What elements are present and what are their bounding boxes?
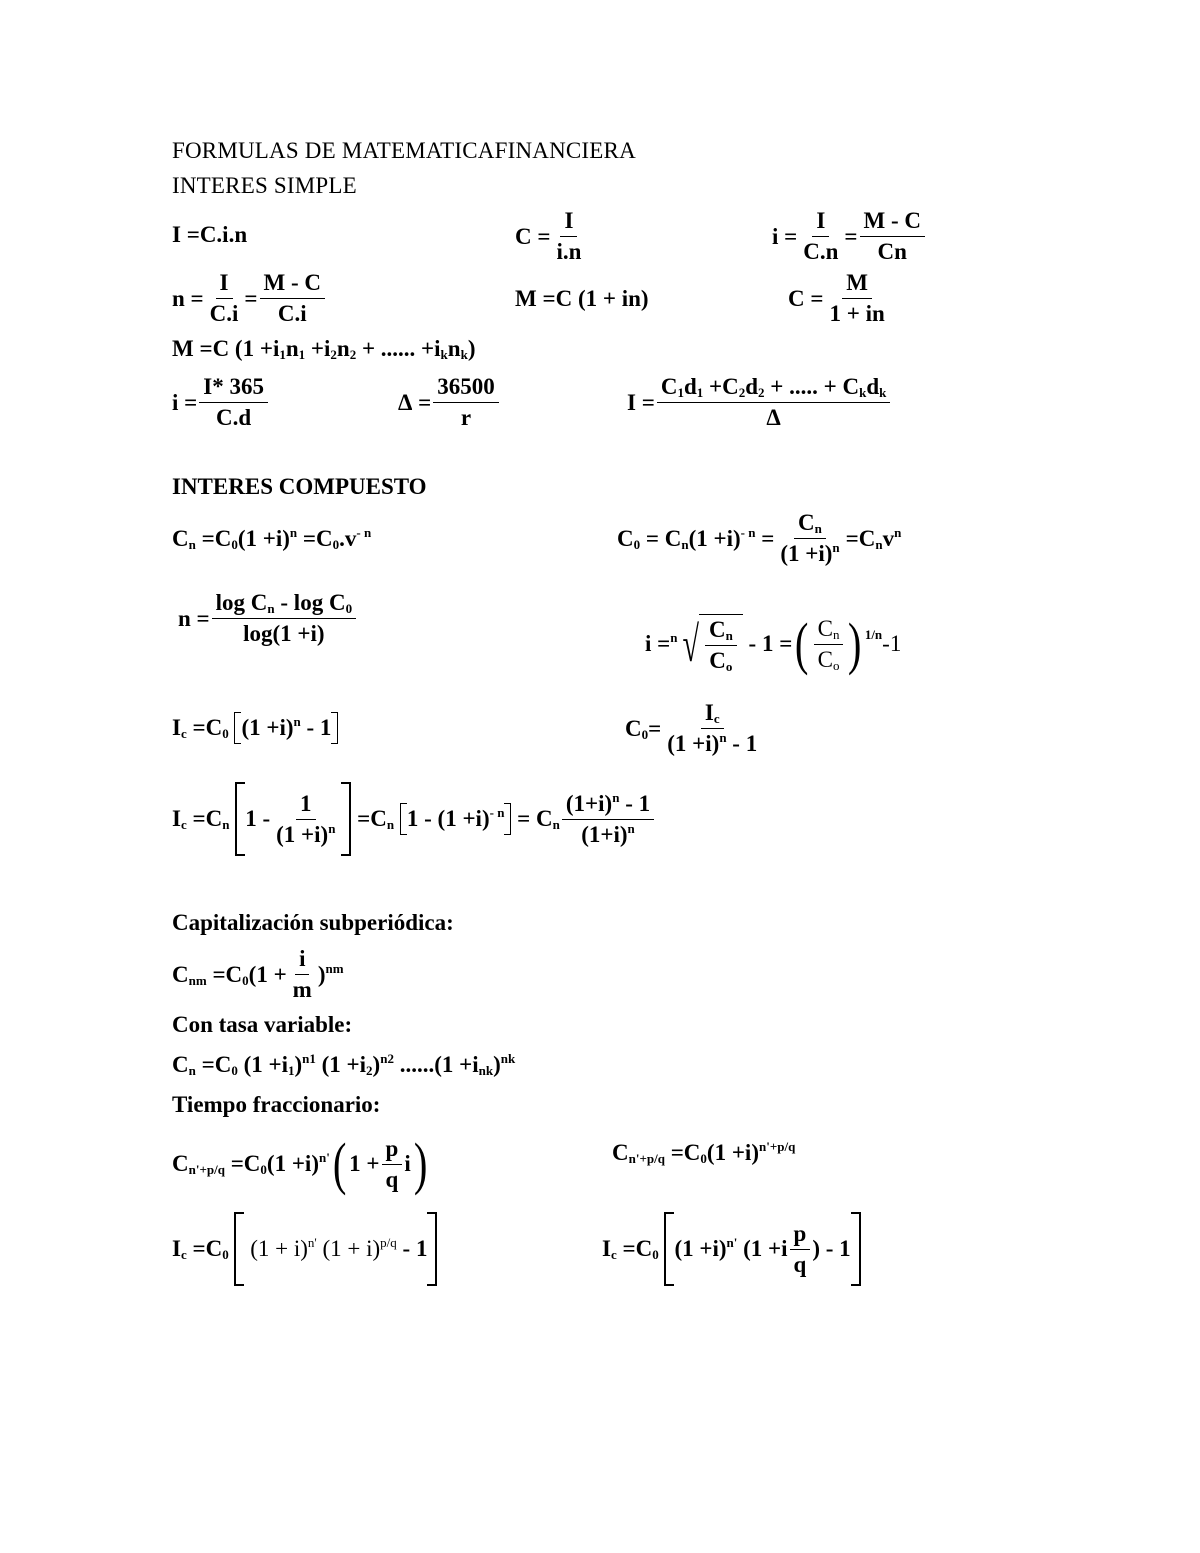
formula-fractional-rational: $C_{n'+p/q} =C_0(1 +i)^{n'}$ ( 1 + $\frac{p}{q}$ i ) <box>172 1131 428 1196</box>
formula-interest-sum: I = $\frac{C_1d_1 +C_2d_2 + ..... + C_kd_k}{\Delta}$ <box>627 374 892 431</box>
formula-present-value: $C_0 = C_n(1 +i)^{- n}$ = $\frac{C_n}{(1 +i)^n}$ $=C_nv^n$ <box>617 510 902 566</box>
formula-variable-rate: $C_n =C_0$ $(1 +i_1)^{n1}$ $(1 +i_2)^{n2}$ $......(1 +i_{nk})^{nk}$ <box>172 1051 516 1078</box>
formula-compound-amount: $C_n =C_0(1 +i)^n =C_0.v^{- n}$ <box>172 525 372 552</box>
formula-subperiodic: $C_{nm} =C_0(1$ + $\frac{i}{m}$ )$^{nm}$ <box>172 946 344 1002</box>
formula-amount-variable: M =C ($1 +i_1n_1 +i_2n_2$ + ...... $+i_kn_k$) <box>172 336 476 362</box>
formula-rate-root: i = n √ $\frac{C_n}{C_o}$ - 1 = ( $\frac{C_n}{C_o}$ ) $^{1/n}$ -1 <box>645 611 902 676</box>
formula-periods: n = $\frac{I}{C.i}$ = $\frac{M - C}{C.i}$ <box>172 270 327 327</box>
formula-divisor: Δ = $\frac{36500}{r}$ <box>398 374 501 431</box>
section-heading-tasa-variable: Con tasa variable: <box>172 1012 353 1037</box>
document-title: FORMULAS DE MATEMATICAFINANCIERA <box>172 138 636 163</box>
formula-interest: I = C.i.n <box>172 222 248 247</box>
formula-capital-from-interest: $C_0=$ $\frac{I_c}{(1 +i)^n - 1}$ <box>625 700 758 756</box>
formula-compound-interest: $I_c =C_0$ $(1 +i)^n - 1$ <box>172 712 338 744</box>
formula-rate: i = $\frac{I}{C.n}$ = $\frac{M - C}{Cn}$ <box>772 208 927 265</box>
formula-compound-interest-cn: $I_c =C_n$ 1 - $\frac{1}{(1 +i)^n}$ $=C_n$ $1 - (1 +i)^{- n}$ = $C_n$ $\frac{(1+i)^n - 1}{(1+i)^n}$ <box>172 782 656 856</box>
formula-rate-days: i = $\frac{I* 365}{C.d}$ <box>172 374 270 431</box>
formula-periods-log: n = $\frac{\log C_n - \log C_0}{\log(1 +i)}$ <box>178 590 358 647</box>
section-heading-interes-compuesto: INTERES COMPUESTO <box>172 474 427 499</box>
section-heading-capitalizacion: Capitalización subperiódica: <box>172 910 454 935</box>
section-heading-tiempo-fraccionario: Tiempo fraccionario: <box>172 1092 381 1117</box>
formula-fractional-interest-exponential: $I_c =C_0$ $(1 + i)^{n'}$ $(1 + i)^{p/q}$ - 1 <box>172 1212 437 1286</box>
formula-fractional-exponential: $C_{n'+p/q} =C_0(1 +i)^{n'+p/q}$ <box>612 1139 796 1166</box>
formula-fractional-interest-rational: $I_c =C_0$ $(1 +i)^{n'}$ (1 +i $\frac{p}{q}$ ) - 1 <box>602 1212 861 1286</box>
formula-capital-from-amount: C = $\frac{M}{1 + in}$ <box>788 270 885 326</box>
section-heading-interes-simple: INTERES SIMPLE <box>172 173 357 198</box>
formula-amount: M = C (1 + in) <box>515 286 649 311</box>
formula-capital: C = $\frac{I}{i.n}$ <box>515 208 582 264</box>
